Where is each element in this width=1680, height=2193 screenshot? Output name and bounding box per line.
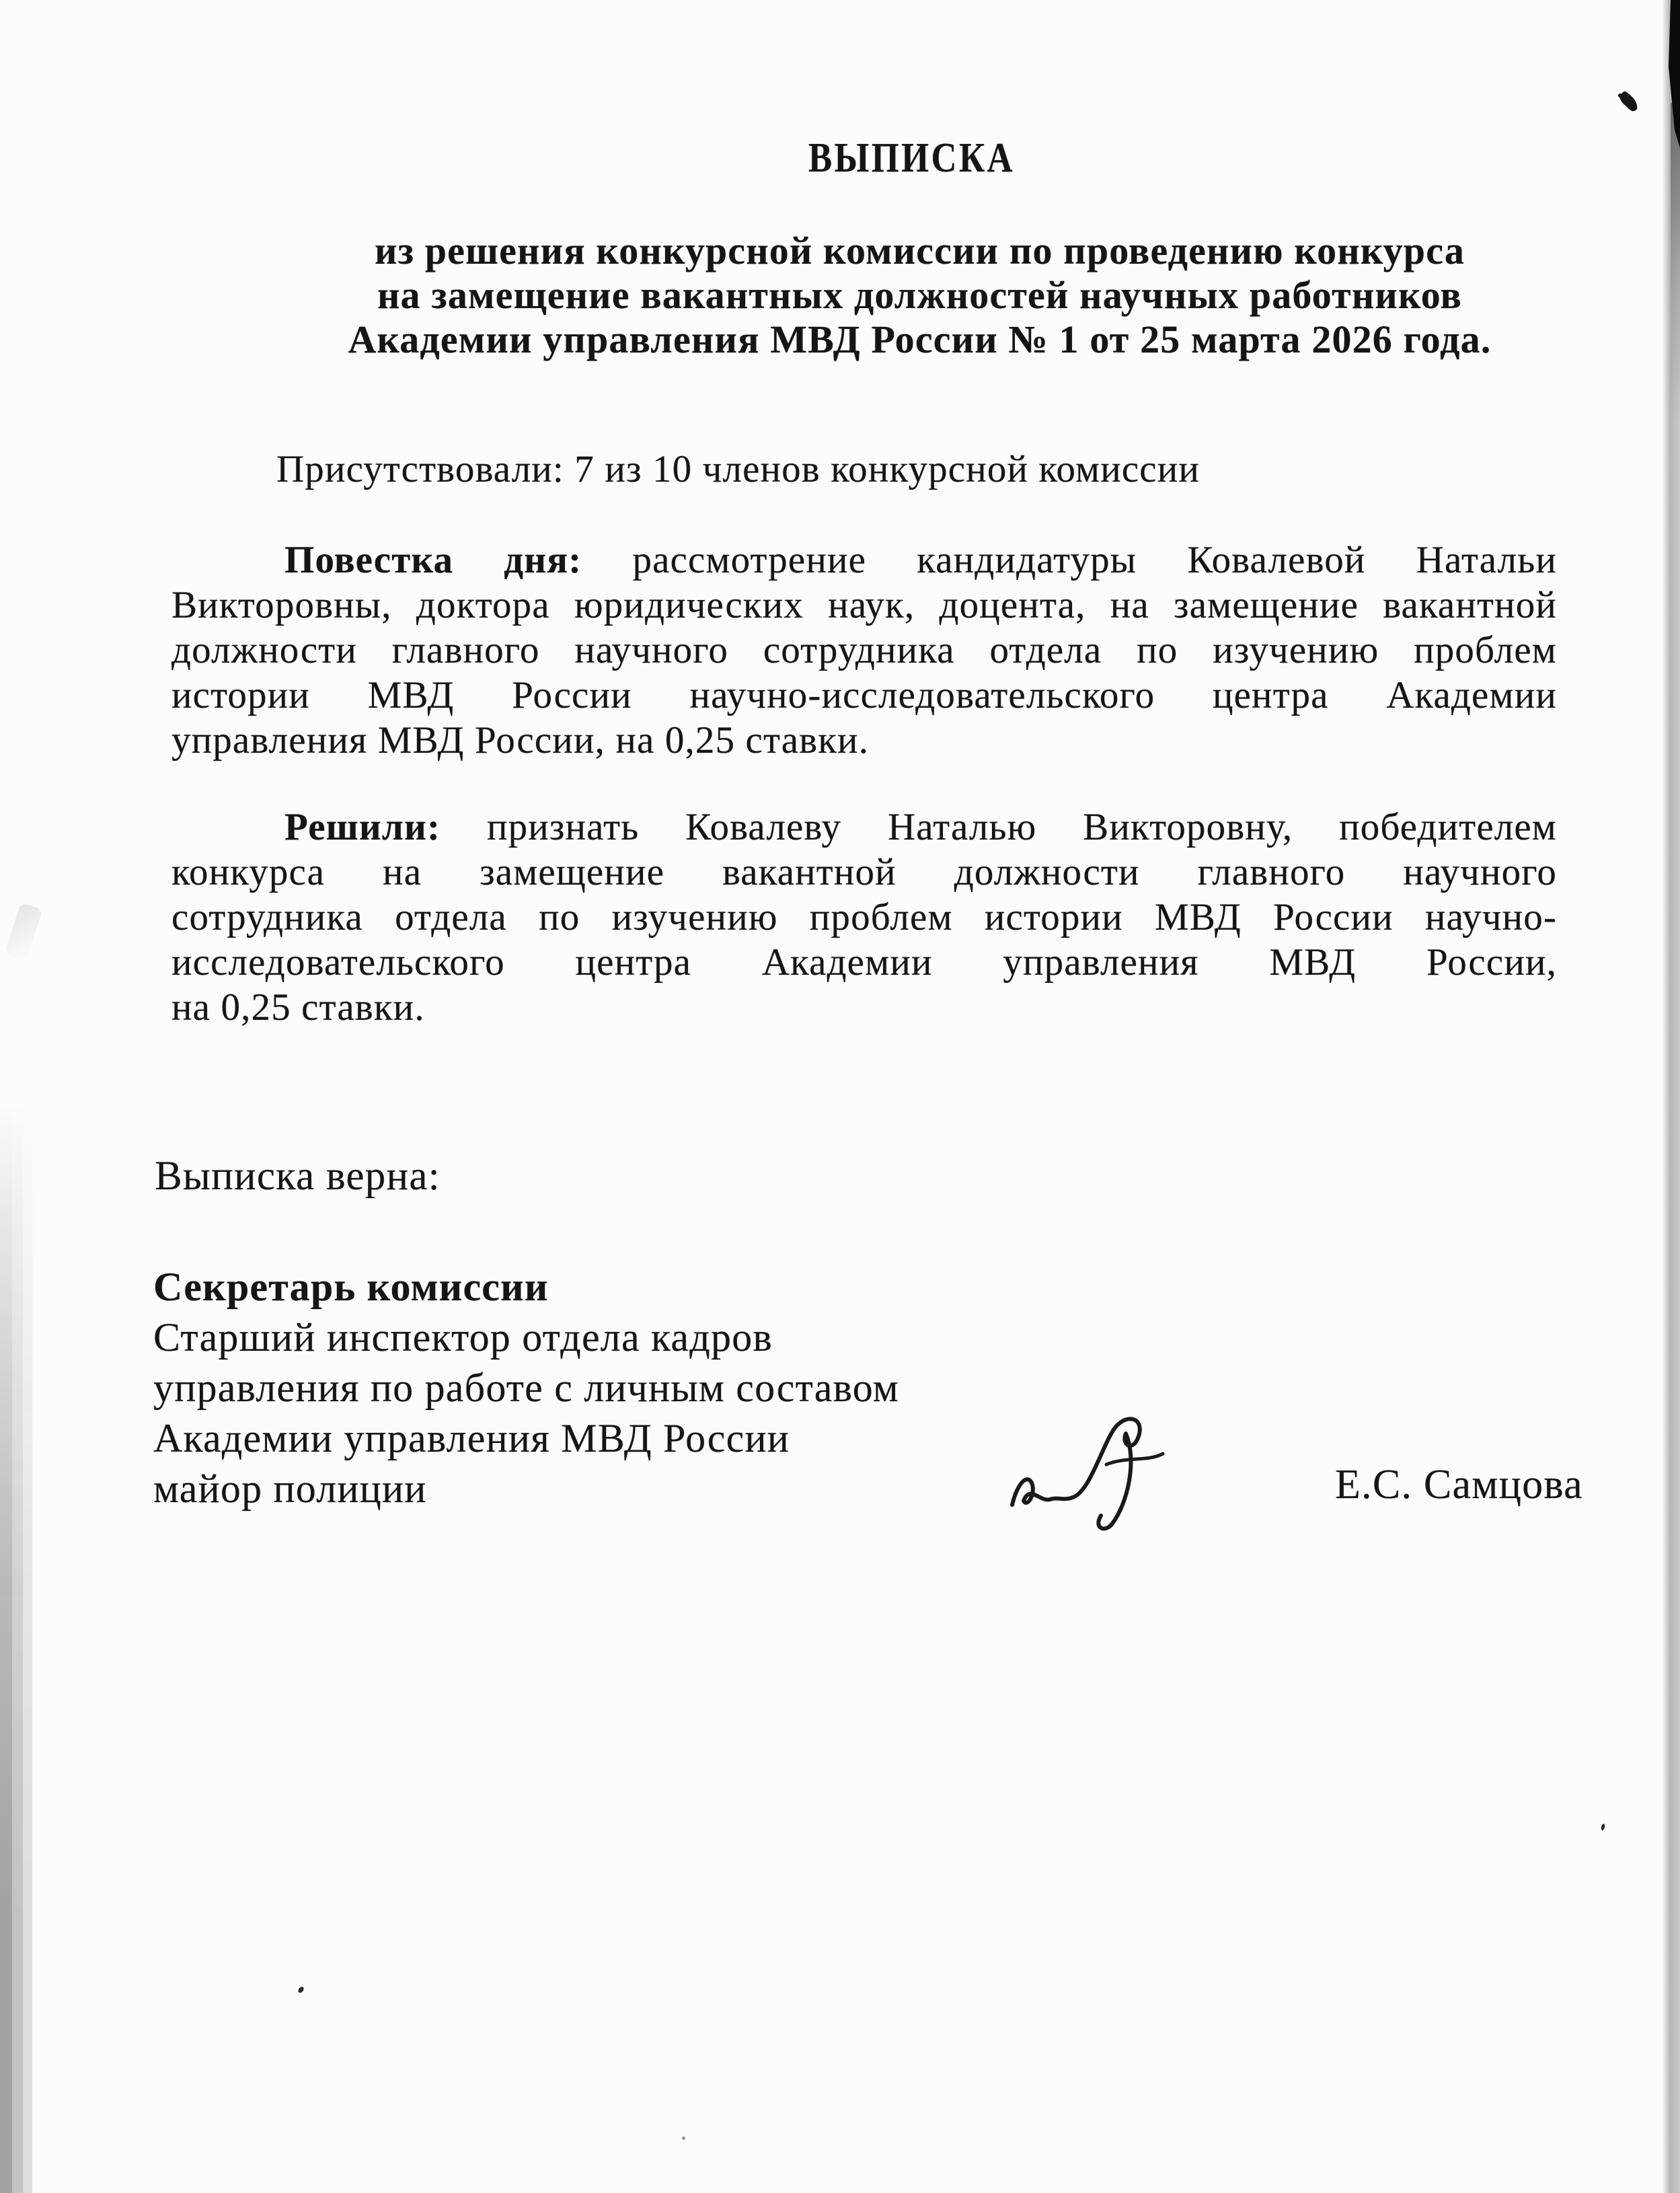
handwritten-signature-icon <box>1005 1403 1227 1537</box>
document-title: ВЫПИСКА <box>808 135 1016 181</box>
ink-blot-mark <box>1617 87 1641 114</box>
agenda-lead: Повестка дня: <box>284 539 582 581</box>
agenda-line: должности главного научного сотрудника отдела по изучению проблем <box>171 629 1557 671</box>
paper-speck <box>297 1986 305 1994</box>
paper-speck <box>682 2136 685 2140</box>
attendance-line: Присутствовали: 7 из 10 членов конкурсной комиссии <box>276 448 1200 490</box>
subtitle-line: Академии управления МВД России № 1 от 25 марта 2026 года. <box>348 318 1492 361</box>
paper-speck <box>1601 1824 1605 1831</box>
decision-line: на 0,25 ставки. <box>171 986 425 1029</box>
subtitle-line: на замещение вакантных должностей научных работников <box>377 273 1462 317</box>
signatory-role-line: Старший инспектор отдела кадров <box>153 1315 773 1360</box>
subtitle-line: из решения конкурсной комиссии по проведению конкурса <box>375 229 1465 272</box>
agenda-line: истории МВД России научно-исследовательского центра Академии <box>171 674 1557 716</box>
decision-line-rest: признать Ковалеву Наталью Викторовну, победителем <box>441 806 1557 848</box>
document-subtitle <box>171 229 1557 362</box>
agenda-line: Викторовны, доктора юридических наук, доцента, на замещение вакантной <box>171 584 1557 626</box>
decision-lead: Решили: <box>284 806 441 848</box>
scan-edge-shadow-right-dark <box>1671 101 1680 424</box>
signatory-block <box>153 1262 899 1514</box>
scan-smudge <box>4 903 42 961</box>
decision-line: исследовательского центра Академии управления МВД России, <box>171 941 1557 983</box>
signatory-role-line: Секретарь комиссии <box>153 1265 549 1309</box>
decision-line: сотрудника отдела по изучению проблем истории МВД России научно- <box>171 896 1557 938</box>
agenda-line-rest: рассмотрение кандидатуры Ковалевой Натальи <box>582 539 1557 581</box>
decision-paragraph <box>171 805 1557 1030</box>
agenda-line: управления МВД России, на 0,25 ставки. <box>171 719 870 761</box>
decision-line <box>171 805 1557 850</box>
agenda-line <box>171 537 1557 583</box>
agenda-paragraph <box>171 537 1557 763</box>
signatory-role-line: Академии управления МВД России <box>153 1416 790 1460</box>
certification-line: Выписка верна: <box>155 1154 441 1199</box>
signatory-role-line: майор полиции <box>153 1466 427 1511</box>
decision-line: конкурса на замещение вакантной должности главного научного <box>171 851 1557 893</box>
signatory-role-line: управления по работе с личным составом <box>153 1366 899 1410</box>
signer-name: Е.С. Самцова <box>1335 1462 1583 1508</box>
scan-edge-shadow-left <box>0 1103 32 2193</box>
